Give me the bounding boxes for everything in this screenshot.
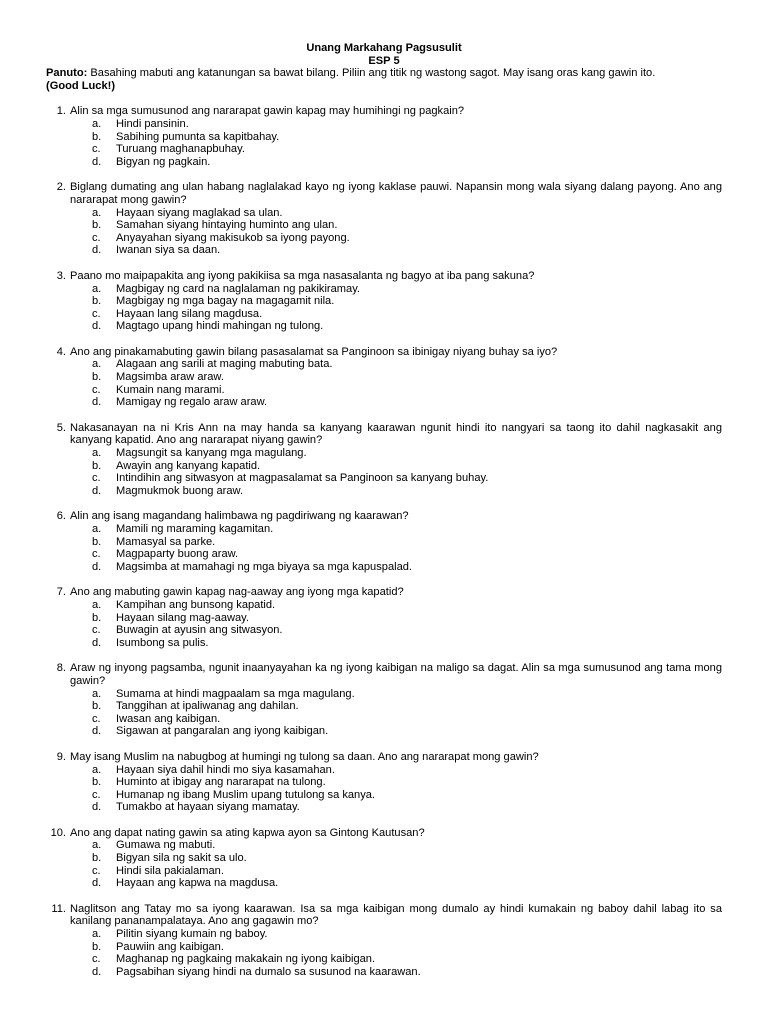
answer-choice: [70, 447, 722, 460]
question-text: Ano ang mabuting gawin kapag nag-aaway ang iyong mga kapatid?: [70, 586, 404, 599]
choice-letter: c.: [92, 712, 101, 725]
answer-choice: [70, 713, 722, 726]
choice-letter: c.: [92, 307, 101, 320]
choice-list: [70, 118, 722, 168]
choice-list: [70, 599, 722, 649]
choice-text: Magsimba araw araw.: [116, 371, 224, 384]
choice-text: Turuang maghanapbuhay.: [116, 143, 245, 156]
choice-text: Magtago upang hindi mahingan ng tulong.: [116, 320, 324, 333]
choice-letter: b.: [92, 776, 102, 789]
question-text: Biglang dumating ang ulan habang naglalakad kayo ng iyong kaklase pauwi. Napansin mong wala siyang dalang payong. Ano ang nararapat mong gawin?: [70, 181, 722, 206]
question-item: [46, 586, 722, 649]
choice-letter: c.: [92, 788, 101, 801]
answer-choice: [70, 548, 722, 561]
choice-text: Pauwiin ang kaibigan.: [116, 940, 224, 953]
choice-text: Awayin ang kanyang kapatid.: [116, 459, 261, 472]
answer-choice: [70, 953, 722, 966]
choice-text: Hayaan ang kapwa na magdusa.: [116, 877, 279, 890]
choice-letter: a.: [92, 598, 102, 611]
question-item: [46, 903, 722, 979]
choice-text: Kumain nang marami.: [116, 383, 225, 396]
answer-choice: [70, 688, 722, 701]
choice-text: Magbigay ng card na naglalaman ng pakikiramay.: [116, 282, 360, 295]
answer-choice: [70, 624, 722, 637]
choice-letter: d.: [92, 155, 102, 168]
answer-choice: [70, 536, 722, 549]
choice-letter: b.: [92, 295, 102, 308]
choice-text: Hindi pansinin.: [116, 117, 189, 130]
question-item: [46, 346, 722, 409]
choice-text: Hayaan silang mag-aaway.: [116, 611, 249, 624]
question-item: [46, 270, 722, 333]
choice-list: [70, 764, 722, 814]
answer-choice: [70, 371, 722, 384]
answer-choice: [70, 143, 722, 156]
choice-text: Sabihing pumunta sa kapitbahay.: [116, 130, 280, 143]
choice-text: Samahan siyang hintaying huminto ang ulan.: [116, 219, 338, 232]
question-text: Araw ng inyong pagsamba, ngunit inaanyayahan ka ng iyong kaibigan na maligo sa dagat. Alin sa mga sumusunod ang tama mong gawin?: [70, 662, 722, 687]
choice-text: Mamasyal sa parke.: [116, 535, 216, 548]
question-number: 1.: [56, 105, 66, 118]
choice-letter: c.: [92, 383, 101, 396]
question-text: Alin sa mga sumusunod ang nararapat gawin kapag may humihingi ng pagkain?: [70, 105, 465, 118]
answer-choice: [70, 561, 722, 574]
choice-letter: a.: [92, 763, 102, 776]
question-number: 10.: [50, 826, 66, 839]
choice-letter: d.: [92, 725, 102, 738]
choice-text: Huminto at ibigay ang nararapat na tulong.: [116, 776, 326, 789]
instructions-text: Basahing mabuti ang katanungan sa bawat bilang. Piliin ang titik ng wastong sagot. May isang oras kang gawin ito.: [87, 67, 656, 80]
question-text: Ano ang pinakamabuting gawin bilang pasasalamat sa Panginoon sa ibinigay niyang buhay sa iyo?: [70, 345, 558, 358]
choice-letter: b.: [92, 459, 102, 472]
choice-text: Bigyan sila ng sakit sa ulo.: [116, 852, 247, 865]
choice-text: Magsungit sa kanyang mga magulang.: [116, 447, 307, 460]
choice-text: Anyayahan siyang makisukob sa iyong payong.: [116, 231, 350, 244]
choice-letter: b.: [92, 219, 102, 232]
question-number: 2.: [56, 181, 66, 194]
choice-letter: d.: [92, 484, 102, 497]
exam-title: Unang Markahang Pagsusulit: [306, 42, 462, 54]
answer-choice: [70, 637, 722, 650]
question-text: May isang Muslim na nabugbog at humingi ng tulong sa daan. Ano ang nararapat mong gawin?: [70, 750, 539, 763]
answer-choice: [70, 725, 722, 738]
answer-choice: [70, 207, 722, 220]
answer-choice: [70, 612, 722, 625]
instructions-closing: (Good Luck!): [46, 79, 116, 92]
answer-choice: [70, 877, 722, 890]
answer-choice: [70, 941, 722, 954]
answer-choice: [70, 131, 722, 144]
choice-text: Hayaan siyang maglakad sa ulan.: [116, 206, 283, 219]
choice-letter: d.: [92, 560, 102, 573]
choice-letter: a.: [92, 839, 102, 852]
answer-choice: [70, 396, 722, 409]
question-number: 3.: [56, 269, 66, 282]
question-item: [46, 105, 722, 168]
instructions-label: Panuto:: [46, 67, 88, 80]
choice-letter: a.: [92, 206, 102, 219]
choice-list: [70, 688, 722, 738]
choice-letter: b.: [92, 940, 102, 953]
choice-text: Kampihan ang bunsong kapatid.: [116, 598, 276, 611]
answer-choice: [70, 219, 722, 232]
choice-letter: d.: [92, 636, 102, 649]
answer-choice: [70, 295, 722, 308]
choice-letter: a.: [92, 447, 102, 460]
choice-list: [70, 447, 722, 497]
choice-letter: a.: [92, 687, 102, 700]
choice-letter: a.: [92, 282, 102, 295]
answer-choice: [70, 928, 722, 941]
choice-list: [70, 283, 722, 333]
choice-letter: c.: [92, 472, 101, 485]
question-number: 11.: [51, 902, 66, 915]
instructions: [46, 67, 722, 92]
question-item: [46, 181, 722, 257]
choice-letter: b.: [92, 535, 102, 548]
answer-choice: [70, 118, 722, 131]
question-text: Paano mo maipapakita ang iyong pakikiisa sa mga nasasalanta ng bagyo at iba pang sakuna?: [70, 269, 535, 282]
choice-letter: b.: [92, 371, 102, 384]
choice-text: Buwagin at ayusin ang sitwasyon.: [116, 624, 283, 637]
choice-text: Pagsabihan siyang hindi na dumalo sa susunod na kaarawan.: [116, 965, 421, 978]
answer-choice: [70, 358, 722, 371]
choice-text: Magmukmok buong araw.: [116, 484, 244, 497]
question-item: [46, 422, 722, 498]
choice-letter: b.: [92, 611, 102, 624]
choice-letter: a.: [92, 117, 102, 130]
choice-text: Hayaan siya dahil hindi mo siya kasamahan.: [116, 763, 335, 776]
choice-list: [70, 839, 722, 889]
choice-letter: d.: [92, 244, 102, 257]
answer-choice: [70, 523, 722, 536]
choice-text: Iwasan ang kaibigan.: [116, 712, 221, 725]
choice-letter: a.: [92, 523, 102, 535]
choice-letter: b.: [92, 852, 102, 865]
answer-choice: [70, 472, 722, 485]
choice-list: [70, 358, 722, 408]
choice-text: Bigyan ng pagkain.: [116, 155, 211, 168]
question-text: Alin ang isang magandang halimbawa ng pagdiriwang ng kaarawan?: [70, 510, 409, 523]
choice-text: Tanggihan at ipaliwanag ang dahilan.: [116, 700, 299, 713]
question-number: 9.: [56, 750, 66, 763]
choice-letter: d.: [92, 965, 102, 978]
answer-choice: [70, 283, 722, 296]
choice-letter: d.: [92, 396, 102, 409]
answer-choice: [70, 320, 722, 333]
answer-choice: [70, 966, 722, 979]
question-text: Nakasanayan na ni Kris Ann na may handa sa kanyang kaarawan ngunit hindi ito nangyari sa taong ito dahil nagkasakit ang kanyang kapatid. Ano ang nararapat niyang gawin?: [70, 421, 722, 447]
question-list: [46, 105, 722, 978]
choice-letter: c.: [92, 231, 101, 244]
question-text: Naglitson ang Tatay mo sa iyong kaarawan. Isa sa mga kaibigan mong dumalo ay hindi kumakain ng baboy dahil labag ito sa kanilang pananampalataya. Ano ang gagawin mo?: [70, 902, 722, 928]
answer-choice: [70, 599, 722, 612]
choice-list: [70, 928, 722, 978]
choice-letter: a.: [92, 358, 102, 371]
question-item: [46, 662, 722, 738]
choice-letter: a.: [92, 928, 102, 941]
choice-letter: d.: [92, 320, 102, 333]
question-number: 4.: [56, 345, 66, 358]
question-number: 5.: [56, 421, 66, 434]
choice-text: Hindi sila pakialaman.: [116, 864, 224, 877]
choice-letter: c.: [92, 548, 101, 561]
choice-text: Magpaparty buong araw.: [116, 548, 239, 561]
choice-text: Isumbong sa pulis.: [116, 636, 209, 649]
question-item: [46, 751, 722, 814]
choice-text: Hayaan lang silang magdusa.: [116, 307, 263, 320]
choice-text: Pilitin siyang kumain ng baboy.: [116, 928, 268, 941]
choice-text: Mamigay ng regalo araw araw.: [116, 396, 268, 409]
choice-letter: d.: [92, 877, 102, 890]
question-text: Ano ang dapat nating gawin sa ating kapwa ayon sa Gintong Kautusan?: [70, 826, 425, 839]
choice-text: Sigawan at pangaralan ang iyong kaibigan.: [116, 725, 329, 738]
question-number: 8.: [56, 662, 66, 675]
answer-choice: [70, 776, 722, 789]
answer-choice: [70, 232, 722, 245]
answer-choice: [70, 244, 722, 257]
choice-letter: b.: [92, 700, 102, 713]
exam-subject: ESP 5: [368, 54, 400, 67]
answer-choice: [70, 764, 722, 777]
answer-choice: [70, 460, 722, 473]
choice-text: Magbigay ng mga bagay na magagamit nila.: [116, 295, 335, 308]
choice-list: [70, 207, 722, 257]
choice-letter: c.: [92, 143, 101, 156]
answer-choice: [70, 839, 722, 852]
answer-choice: [70, 789, 722, 802]
question-number: 7.: [56, 586, 66, 599]
choice-letter: c.: [92, 953, 101, 966]
choice-text: Iwanan siya sa daan.: [116, 244, 221, 257]
choice-text: Magsimba at mamahagi ng mga biyaya sa mga kapuspalad.: [116, 560, 412, 573]
answer-choice: [70, 485, 722, 498]
answer-choice: [70, 865, 722, 878]
choice-list: [70, 523, 722, 573]
answer-choice: [70, 852, 722, 865]
answer-choice: [70, 156, 722, 169]
choice-letter: b.: [92, 130, 102, 143]
choice-text: Sumama at hindi magpaalam sa mga magulang.: [116, 687, 355, 700]
choice-text: Tumakbo at hayaan siyang mamatay.: [116, 801, 300, 814]
choice-text: Humanap ng ibang Muslim upang tutulong sa kanya.: [116, 788, 376, 801]
question-item: [46, 827, 722, 890]
choice-text: Intindihin ang sitwasyon at magpasalamat sa Panginoon sa kanyang buhay.: [116, 472, 489, 485]
answer-choice: [70, 308, 722, 321]
answer-choice: [70, 700, 722, 713]
choice-letter: d.: [92, 801, 102, 814]
choice-text: Gumawa ng mabuti.: [116, 839, 216, 852]
choice-letter: c.: [92, 624, 101, 637]
choice-letter: c.: [92, 864, 101, 877]
answer-choice: [70, 384, 722, 397]
question-number: 6.: [56, 510, 66, 523]
answer-choice: [70, 801, 722, 814]
question-item: [46, 510, 722, 573]
choice-text: Maghanap ng pagkaing makakain ng iyong kaibigan.: [116, 953, 376, 966]
choice-text: Alagaan ang sarili at maging mabuting bata.: [116, 358, 333, 371]
choice-text: Mamili ng maraming kagamitan.: [116, 523, 274, 535]
